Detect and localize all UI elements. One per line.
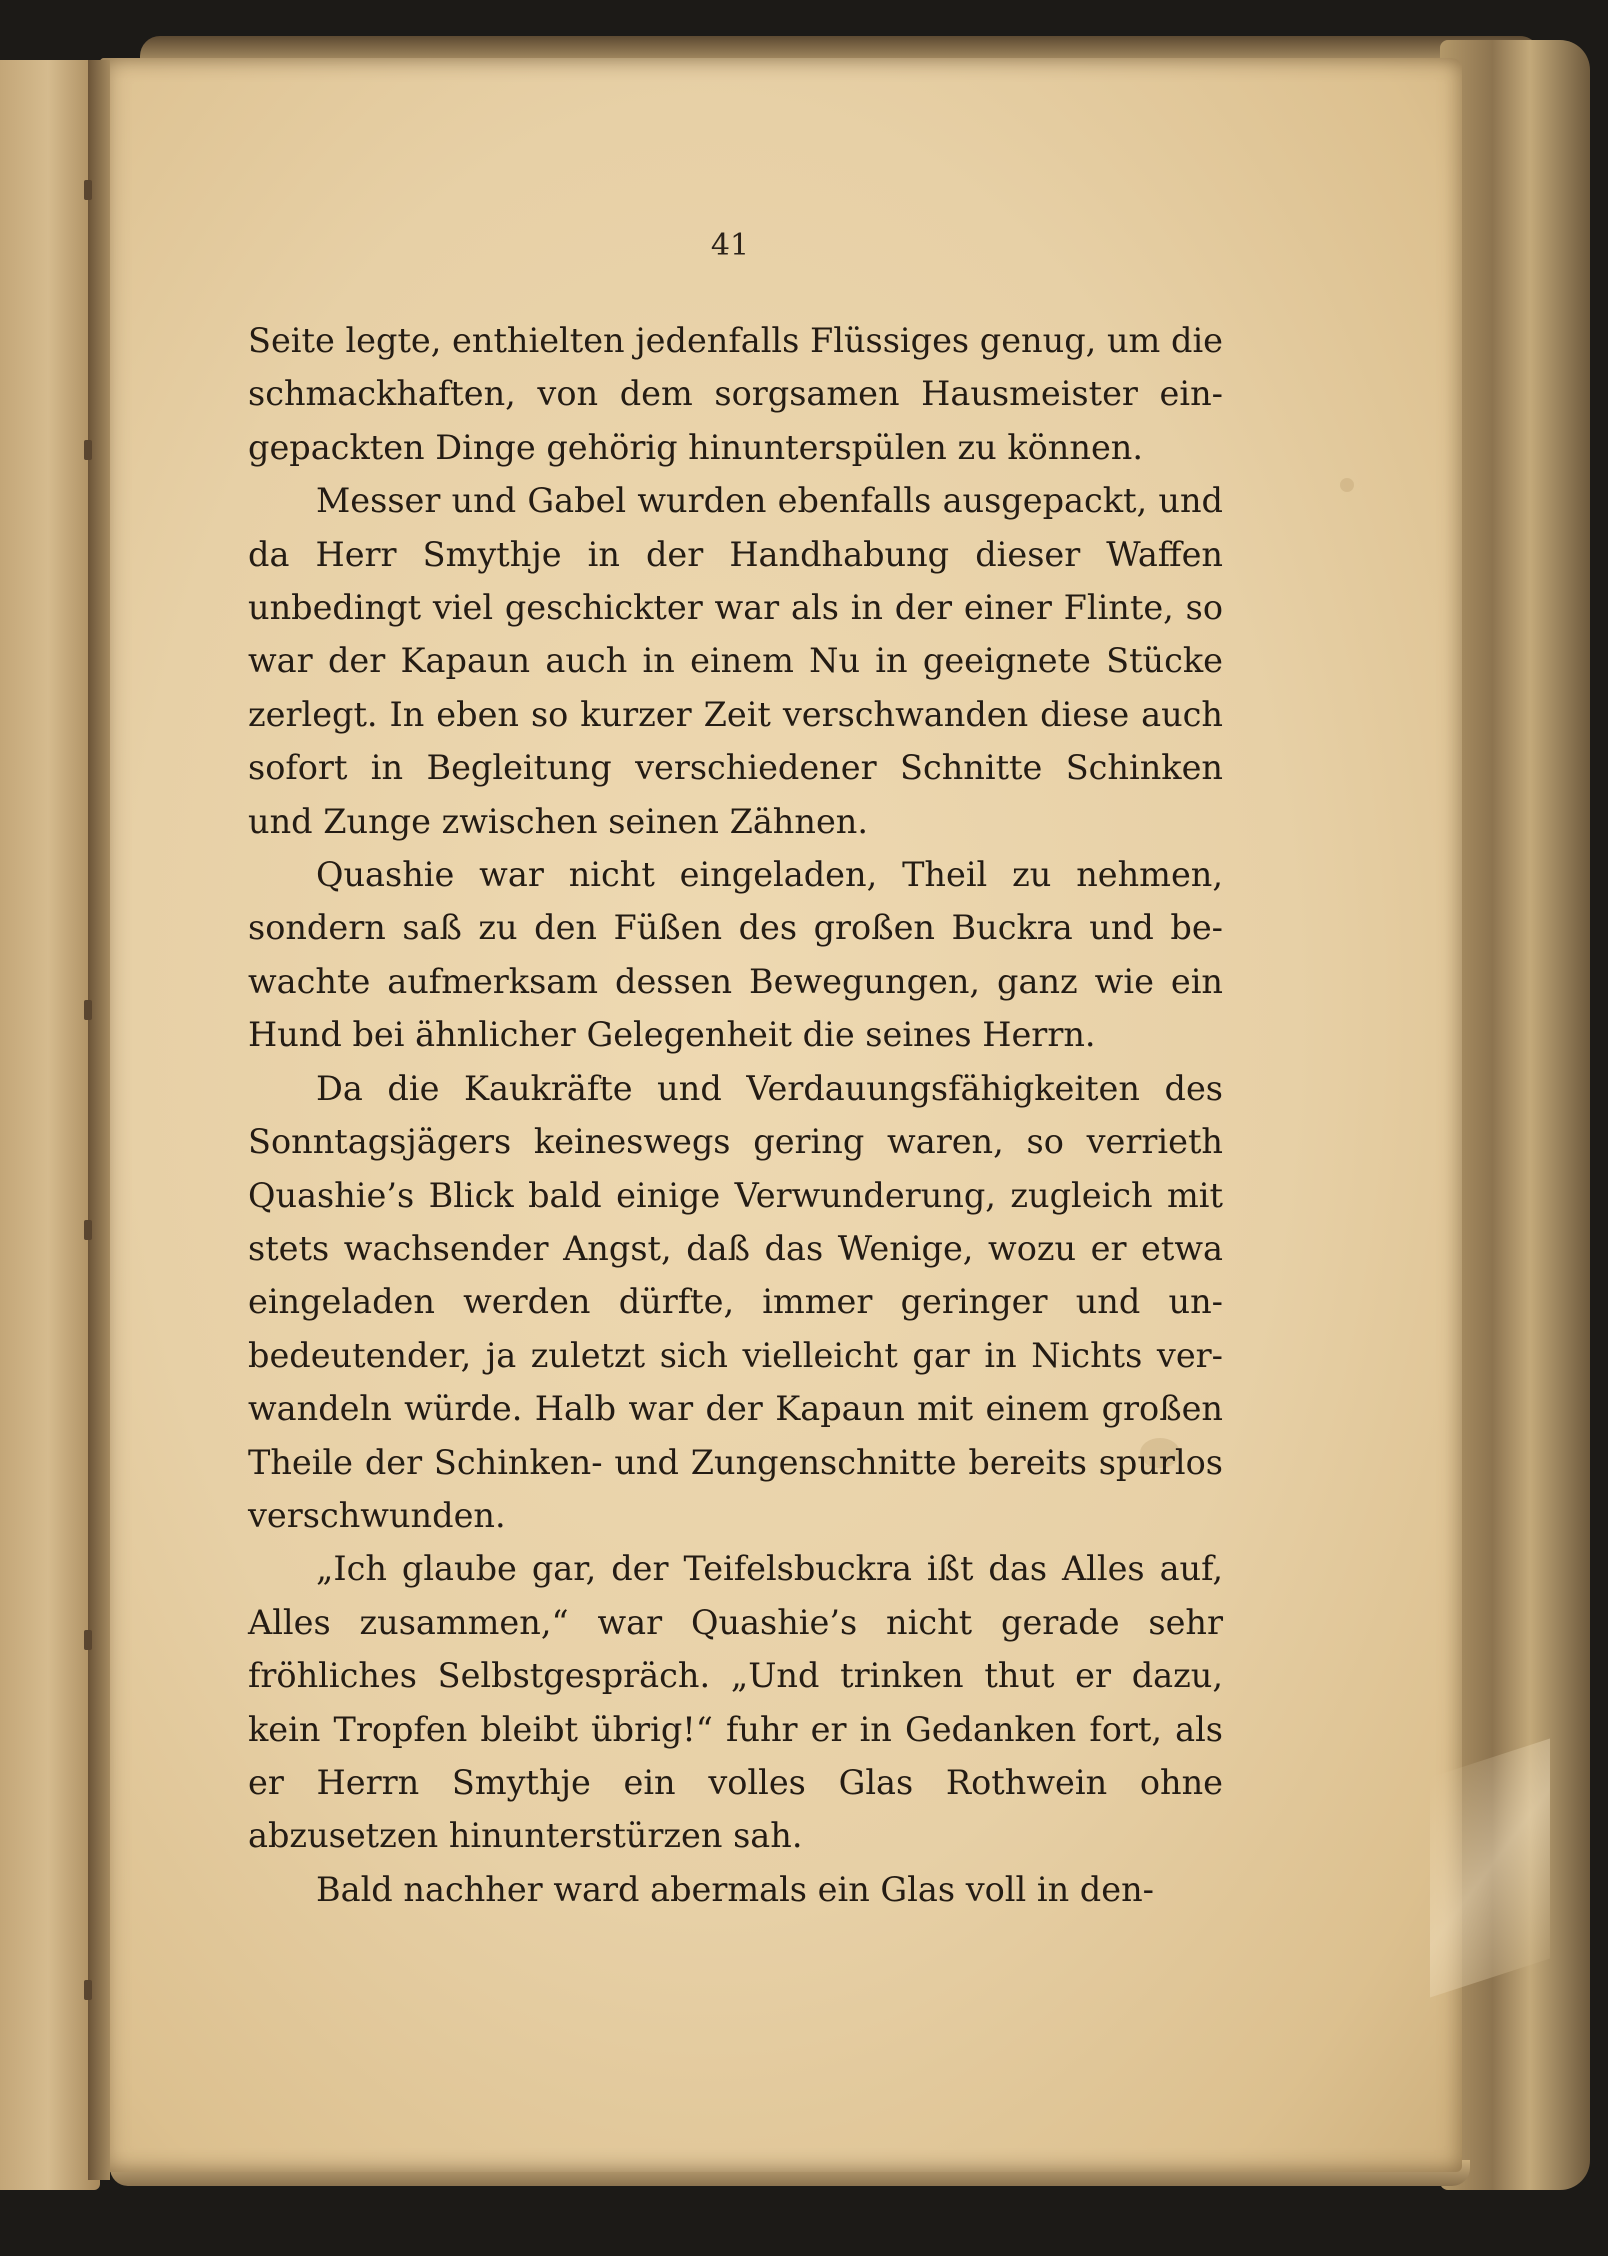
binding-thread — [84, 1630, 92, 1650]
page-gutter — [88, 60, 110, 2180]
binding-thread — [84, 1000, 92, 1020]
binding-thread — [84, 1220, 92, 1240]
folded-corner — [1430, 1739, 1550, 1998]
paragraph: „Ich glaube gar, der Teifelsbuckra ißt das Alles auf, Alles zusammen,“ war Quashie’s nicht gerade sehr fröhliches Selbstgespräch. „Und trinken thut er dazu, kein Tropfen bleibt übrig!“ fuhr er in Gedanken fort, als er Herrn Smythje ein volles Glas Rothwein ohne abzusetzen hinunterstürzen sah. — [248, 1549, 1223, 1856]
paragraph: Da die Kaukräfte und Verdauungsfähigkeiten des Sonntagsjägers keineswegs gering waren, so verrieth Quashie’s Blick bald einige Verwunderung, zugleich mit stets wachsender Angst, daß das Wenige, wozu er etwa eingeladen werden dürfte, immer geringer und unbedeutender, ja zuletzt sich vielleicht gar in Nichts verwandeln würde. Halb war der Kapaun mit einem großen Theile der Schinken- und Zungenschnitte bereits spurlos verschwunden. — [248, 1068, 1223, 1535]
body-text — [248, 314, 1223, 1916]
paragraph: Messer und Gabel wurden ebenfalls ausgepackt, und da Herr Smythje in der Handhabung dieser Waffen unbedingt viel geschickter war als in der einer Flinte, so war der Kapaun auch in einem Nu in geeignete Stücke zerlegt. In eben so kurzer Zeit verschwanden diese auch sofort in Begleitung verschiedener Schnitte Schinken und Zunge zwischen seinen Zähnen. — [248, 481, 1223, 841]
binding-thread — [84, 180, 92, 200]
paragraph: Seite legte, enthielten jedenfalls Flüssiges genug, um die schmackhaften, von dem sorgsamen Hausmeister eingepackten Dinge gehörig hinunterspülen zu können. — [248, 321, 1223, 467]
left-page-edge — [0, 60, 100, 2190]
paper-stain — [1340, 478, 1354, 492]
paragraph: Quashie war nicht eingeladen, Theil zu nehmen, sondern saß zu den Füßen des großen Buckra und bewachte aufmerksam dessen Bewegungen, ganz wie ein Hund bei ähnlicher Gelegenheit die seines Herrn. — [248, 855, 1223, 1055]
binding-thread — [84, 1980, 92, 2000]
page-number: 41 — [710, 228, 750, 263]
paragraph: Bald nachher ward abermals ein Glas voll in den- — [316, 1869, 1154, 1909]
binding-thread — [84, 440, 92, 460]
